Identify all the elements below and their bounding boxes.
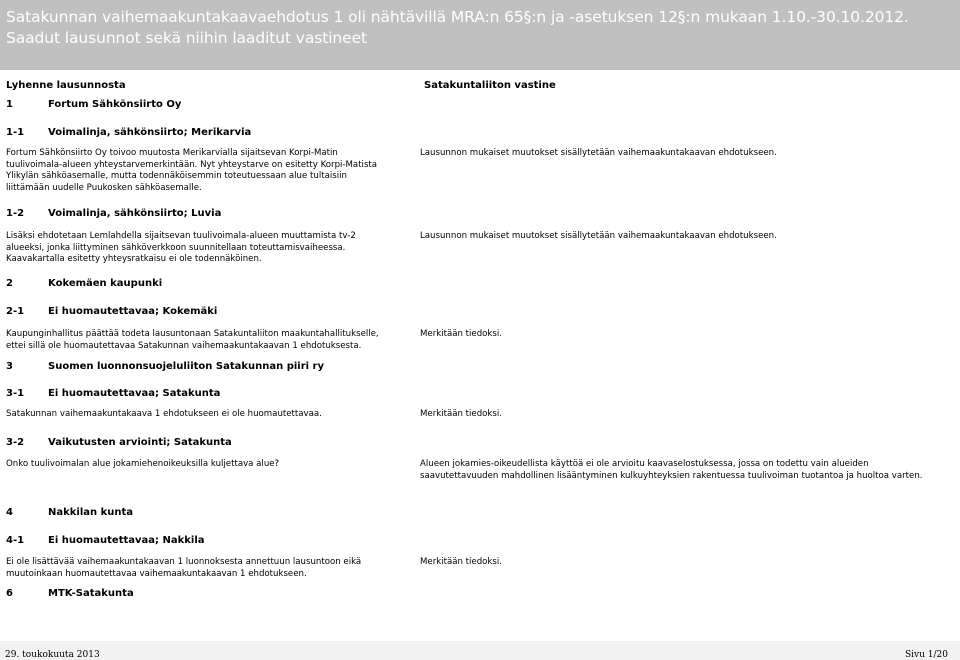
text-line: Kaavakartalla esitetty yhteysratkaisu ei ole todennäköinen. — [6, 254, 262, 264]
item-heading: Voimalinja, sähkönsiirto; Luvia — [48, 208, 222, 219]
item-number: 2-1 — [6, 306, 25, 317]
document-title-line-2: Saadut lausunnot sekä niihin laaditut vastineet — [6, 29, 367, 47]
text-line: muutoinkaan huomautettavaa vaihemaakuntakaavan 1 ehdotukseen. — [6, 568, 307, 579]
item-number: 1-2 — [6, 208, 25, 219]
item-heading: Voimalinja, sähkönsiirto; Merikarvia — [48, 127, 252, 138]
item-response-text — [420, 409, 502, 421]
section-number: 4 — [6, 507, 13, 518]
text-line: alueeksi, jonka liittyminen sähköverkkoon suunnitellaan toteuttamisvaiheessa. — [6, 242, 346, 253]
section-organization: Kokemäen kaupunki — [48, 278, 163, 289]
text-line: tuulivoimala-alueen yhteystarvemerkintään. Nyt yhteystarve on esitetty Korpi-Matista — [6, 159, 378, 170]
item-number: 4-1 — [6, 535, 25, 546]
text-line: Satakunnan vaihemaakuntakaava 1 ehdotukseen ei ole huomautettavaa. — [6, 409, 322, 419]
section-number: 3 — [6, 361, 13, 372]
item-summary-text — [6, 409, 322, 421]
section-number: 6 — [6, 588, 13, 599]
text-line: Alueen jokamies-oikeudellista käyttöä ei ole arvioitu kaavaselostuksessa, jossa on todettu vain alueiden — [420, 459, 869, 469]
item-response-text — [420, 148, 777, 160]
item-heading: Ei huomautettavaa; Kokemäki — [48, 306, 218, 317]
item-number: 1-1 — [6, 127, 25, 138]
text-line: Merkitään tiedoksi. — [420, 409, 503, 419]
footer-page-number: Sivu 1/20 — [905, 650, 948, 660]
item-summary-text — [6, 231, 356, 266]
section-number: 1 — [6, 99, 13, 110]
text-line: Ei ole lisättävää vaihemaakuntakaavan 1 luonnoksesta annettuun lausuntoon eikä — [6, 557, 362, 567]
text-line: Lausunnon mukaiset muutokset sisällytetään vaihemaakuntakaavan ehdotukseen. — [420, 231, 777, 241]
item-summary-text — [6, 329, 379, 352]
text-line: Fortum Sähkönsiirto Oy toivoo muutosta Merikarvialla sijaitsevan Korpi-Matin — [6, 148, 338, 158]
section-organization: Nakkilan kunta — [48, 507, 134, 518]
item-heading: Vaikutusten arviointi; Satakunta — [48, 437, 232, 448]
item-response-text — [420, 231, 777, 243]
item-response-text — [420, 459, 923, 482]
item-response-text — [420, 557, 502, 569]
section-organization: MTK-Satakunta — [48, 588, 134, 599]
text-line: saavutettavuuden mahdollinen lisääntyminen kulkuyhteyksien rakentuessa tuulivoiman tuotantoa ja huoltoa varten. — [420, 470, 923, 481]
item-summary-text — [6, 148, 377, 194]
footer-date: 29. toukokuuta 2013 — [5, 650, 100, 660]
item-summary-text — [6, 459, 279, 471]
section-organization: Fortum Sähkönsiirto Oy — [48, 99, 182, 110]
text-line: Lausunnon mukaiset muutokset sisällytetään vaihemaakuntakaavan ehdotukseen. — [420, 148, 777, 158]
column-header-response: Satakuntaliiton vastine — [424, 80, 556, 91]
page-footer — [0, 641, 960, 660]
text-line: Onko tuulivoimalan alue jokamiehenoikeuksilla kuljettava alue? — [6, 459, 280, 469]
text-line: Lisäksi ehdotetaan Lemlahdella sijaitsevan tuulivoimala-alueen muuttamista tv-2 — [6, 231, 356, 241]
item-number: 3-1 — [6, 388, 25, 399]
text-line: Ylikylän sähköasemalle, mutta todennäköisemmin toteutuessaan alue tultaisiin — [6, 171, 347, 181]
text-line: Kaupunginhallitus päättää todeta lausuntonaan Satakuntaliiton maakuntahallitukselle, — [6, 329, 379, 339]
text-line: ettei sillä ole huomautettavaa Satakunnan vaihemaakuntakaavan 1 ehdotuksesta. — [6, 340, 362, 351]
text-line: liittämään uudelle Puukosken sähköasemalle. — [6, 182, 202, 193]
document-header — [0, 0, 960, 70]
text-line: Merkitään tiedoksi. — [420, 557, 503, 567]
section-organization: Suomen luonnonsuojeluliiton Satakunnan piiri ry — [48, 361, 325, 372]
item-summary-text — [6, 557, 361, 580]
text-line: Merkitään tiedoksi. — [420, 329, 503, 339]
item-number: 3-2 — [6, 437, 25, 448]
document-title-line-1: Satakunnan vaihemaakuntakaavaehdotus 1 oli nähtävillä MRA:n 65§:n ja -asetuksen 12§:n mukaan 1.10.-30.10.2012. — [6, 8, 909, 26]
item-heading: Ei huomautettavaa; Nakkila — [48, 535, 205, 546]
item-response-text — [420, 329, 502, 341]
item-heading: Ei huomautettavaa; Satakunta — [48, 388, 221, 399]
column-header-summary: Lyhenne lausunnosta — [6, 80, 126, 91]
section-number: 2 — [6, 278, 13, 289]
